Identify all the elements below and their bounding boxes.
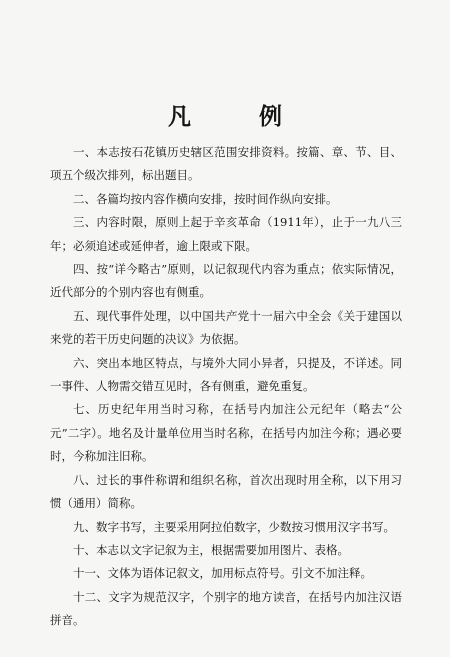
guideline-item-4: 四、按“详今略古”原则，以记叙现代内容为重点；依实际情况，近代部分的个别内容也有侧重。 [50, 262, 402, 300]
guideline-item-6: 六、突出本地区特点，与境外大同小异者，只提及，不详述。同一事件、人物需交错互见时，各有侧重，避免重复。 [50, 355, 402, 394]
guideline-item-1: 一、本志按石花镇历史辖区范围安排资料。按篇、章、节、目、项五个级次排列，标出题目。 [50, 145, 402, 183]
page-title: 凡 例 [167, 103, 312, 130]
guidelines-body [50, 141, 402, 633]
guideline-item-5: 五、现代事件处理，以中国共产党十一届六中全会《关于建国以来党的若干历史问题的决议》为依据。 [50, 308, 402, 347]
guideline-item-7: 七、历史纪年用当时习称，在括号内加注公元纪年（略去“公元”二字）。地名及计量单位用当时名称，在括号内加注今称；遇必要时，今称加注旧称。 [50, 402, 402, 464]
guideline-item-8: 八、过长的事件称谓和组织名称，首次出现时用全称，以下用习惯（通用）简称。 [50, 472, 402, 511]
guideline-item-3: 三、内容时限，原则上起于辛亥革命（1911年），止于一九八三年；必须追述或延伸者，逾上限或下限。 [50, 215, 402, 253]
guideline-item-2: 二、各篇均按内容作横向安排，按时间作纵向安排。 [73, 191, 338, 206]
guideline-item-12: 十二、文字为规范汉字，个别字的地方读音，在括号内加注汉语拼音。 [50, 589, 402, 628]
guideline-item-9: 九、数字书写，主要采用阿拉伯数字，少数按习惯用汉字书写。 [73, 519, 395, 534]
guideline-item-11: 十一、文体为语体记叙文，加用标点符号。引文不加注释。 [73, 566, 372, 581]
guideline-item-10: 十、本志以文字记叙为主，根据需要加用图片、表格。 [73, 542, 349, 557]
